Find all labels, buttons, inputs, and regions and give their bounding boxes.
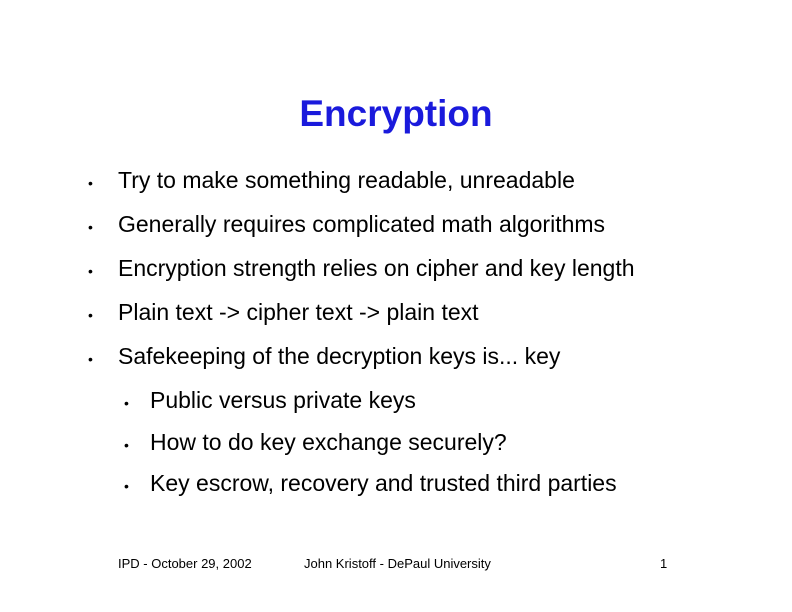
bullet-dot-icon: • <box>88 175 93 191</box>
bullet-item <box>88 298 479 326</box>
bullet-dot-icon: • <box>88 263 93 279</box>
bullet-text: Try to make something readable, unreadable <box>118 167 575 193</box>
bullet-item <box>88 254 635 282</box>
sub-bullet-text: Public versus private keys <box>150 387 416 413</box>
bullet-text: Generally requires complicated math algorithms <box>118 211 606 237</box>
bullet-text: Safekeeping of the decryption keys is... key <box>118 343 561 369</box>
bullet-dot-icon: • <box>88 219 93 235</box>
footer-page-number: 1 <box>660 556 668 571</box>
sub-bullet-item <box>124 469 617 497</box>
bullet-text: Encryption strength relies on cipher and key length <box>118 255 635 281</box>
footer-author: John Kristoff - DePaul University <box>304 556 491 571</box>
bullet-item <box>88 166 575 194</box>
bullet-dot-icon: • <box>124 478 129 494</box>
bullet-dot-icon: • <box>124 395 129 411</box>
bullet-text: Plain text -> cipher text -> plain text <box>118 299 479 325</box>
sub-bullet-text: How to do key exchange securely? <box>150 429 507 455</box>
footer-date: IPD - October 29, 2002 <box>118 556 252 571</box>
bullet-item <box>88 342 560 370</box>
bullet-item <box>88 210 605 238</box>
sub-bullet-item <box>124 386 416 414</box>
sub-bullet-item <box>124 428 507 456</box>
bullet-dot-icon: • <box>88 307 93 323</box>
bullet-dot-icon: • <box>88 351 93 367</box>
slide-title: Encryption <box>299 93 493 134</box>
bullet-dot-icon: • <box>124 437 129 453</box>
sub-bullet-text: Key escrow, recovery and trusted third parties <box>150 470 617 496</box>
